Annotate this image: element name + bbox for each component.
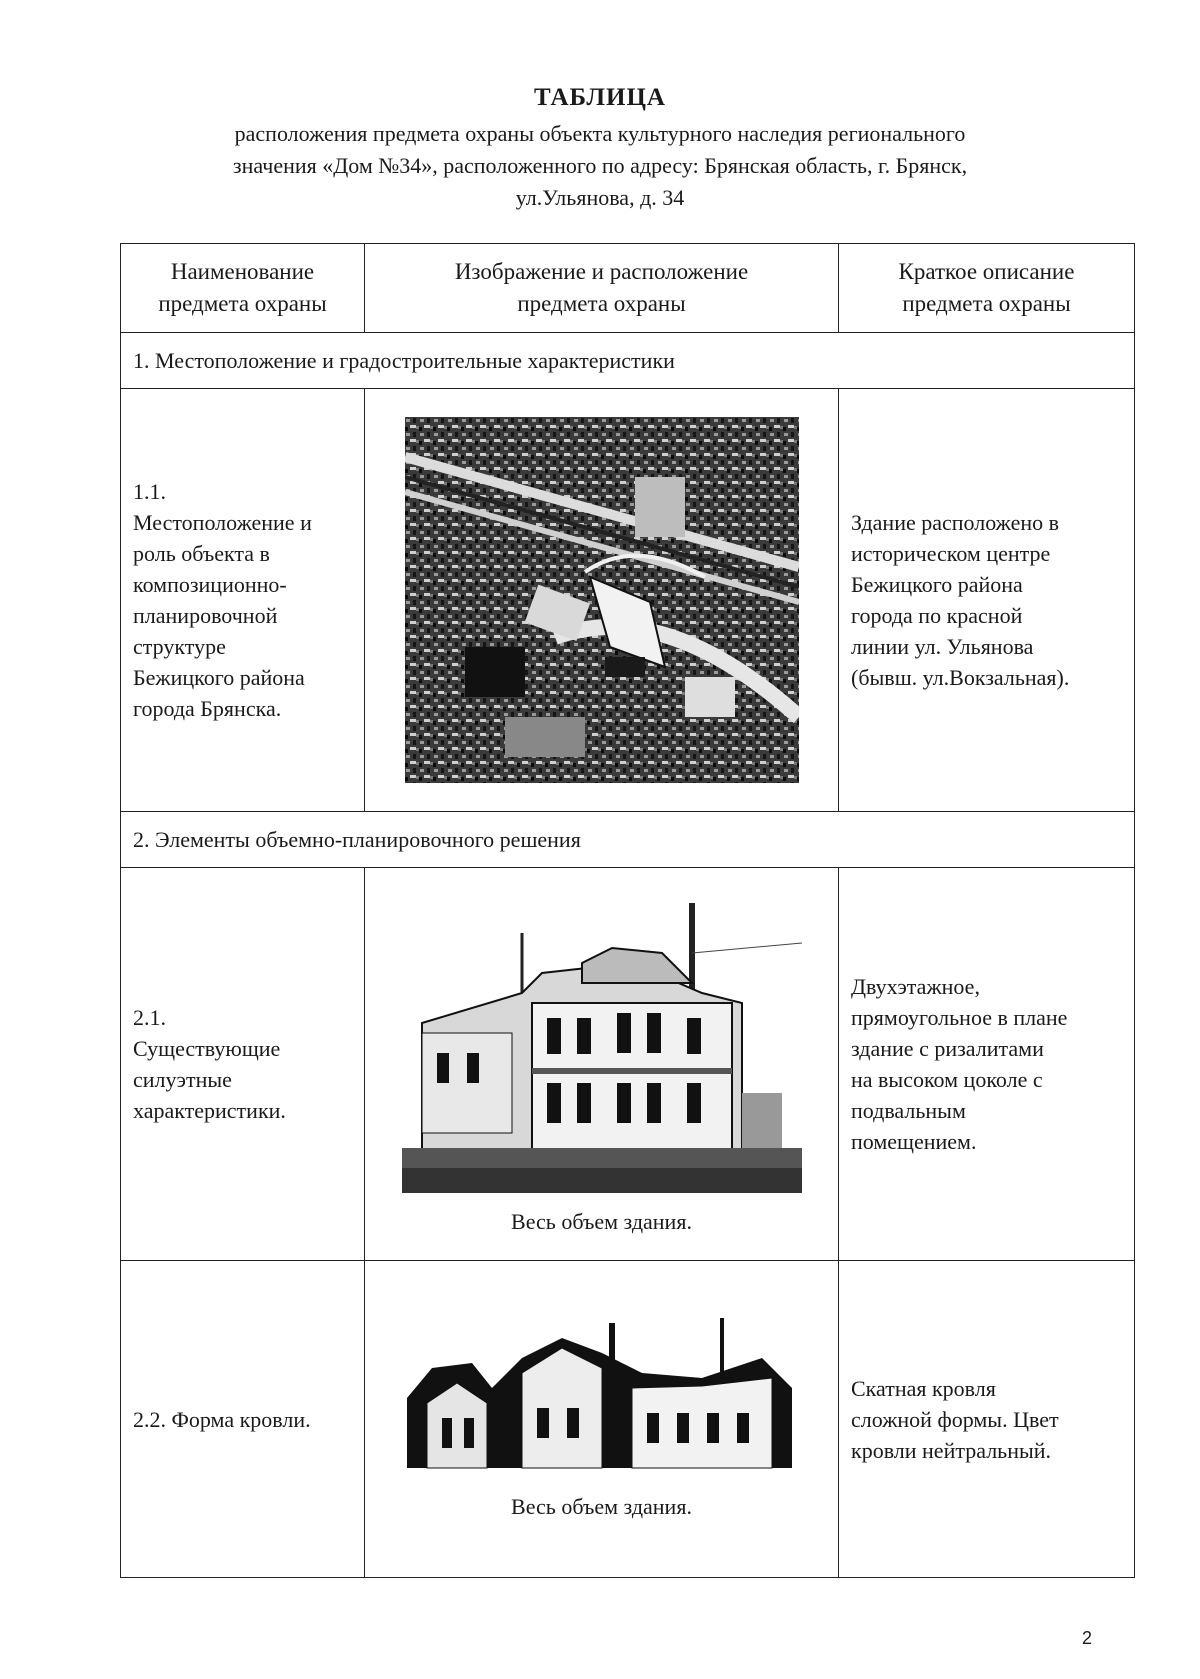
table-row xyxy=(121,868,1135,1261)
row-image-cell xyxy=(365,389,839,812)
aerial-photo xyxy=(405,417,799,783)
table-row xyxy=(121,389,1135,812)
subtitle-line-1: расположения предмета охраны объекта культурного наследия регионального xyxy=(234,121,966,146)
row-image-cell xyxy=(365,868,839,1261)
header-name: Наименование предмета охраны xyxy=(121,244,365,333)
header-image: Изображение и расположение предмета охраны xyxy=(365,244,839,333)
header-description: Краткое описание предмета охраны xyxy=(839,244,1135,333)
section-title-2: 2. Элементы объемно-планировочного решения xyxy=(121,812,1135,868)
section-row-1 xyxy=(121,333,1135,389)
page-number: 2 xyxy=(1082,1628,1093,1648)
row-description: Двухэтажное, прямоугольное в плане здание с ризалитами на высоком цоколе с подвальным помещением. xyxy=(839,868,1135,1261)
table-row xyxy=(121,1261,1135,1578)
section-title-1: 1. Местоположение и градостроительные характеристики xyxy=(121,333,1135,389)
building-photo xyxy=(402,893,802,1193)
image-caption: Весь объем здания. xyxy=(511,1494,692,1519)
table-header-row xyxy=(121,244,1135,333)
subtitle-line-3: ул.Ульянова, д. 34 xyxy=(515,185,685,210)
roof-photo xyxy=(402,1318,802,1478)
row-name: 2.1. Существующие силуэтные характеристики. xyxy=(121,868,365,1261)
row-name: 2.2. Форма кровли. xyxy=(121,1261,365,1578)
image-caption: Весь объем здания. xyxy=(511,1209,692,1234)
row-description: Здание расположено в историческом центре Бежицкого района города по красной линии ул. Ульянова (бывш. ул.Вокзальная). xyxy=(839,389,1135,812)
row-name: 1.1. Местоположение и роль объекта в композиционно- планировочной структуре Бежицкого района города Брянска. xyxy=(121,389,365,812)
subtitle-line-2: значения «Дом №34», расположенного по адресу: Брянская область, г. Брянск, xyxy=(232,153,968,178)
protection-subject-table xyxy=(120,243,1135,1578)
document-title: ТАБЛИЦА xyxy=(534,84,666,111)
section-row-2 xyxy=(121,812,1135,868)
row-description: Скатная кровля сложной формы. Цвет кровли нейтральный. xyxy=(839,1261,1135,1578)
document-heading xyxy=(120,84,1080,214)
row-image-cell xyxy=(365,1261,839,1578)
